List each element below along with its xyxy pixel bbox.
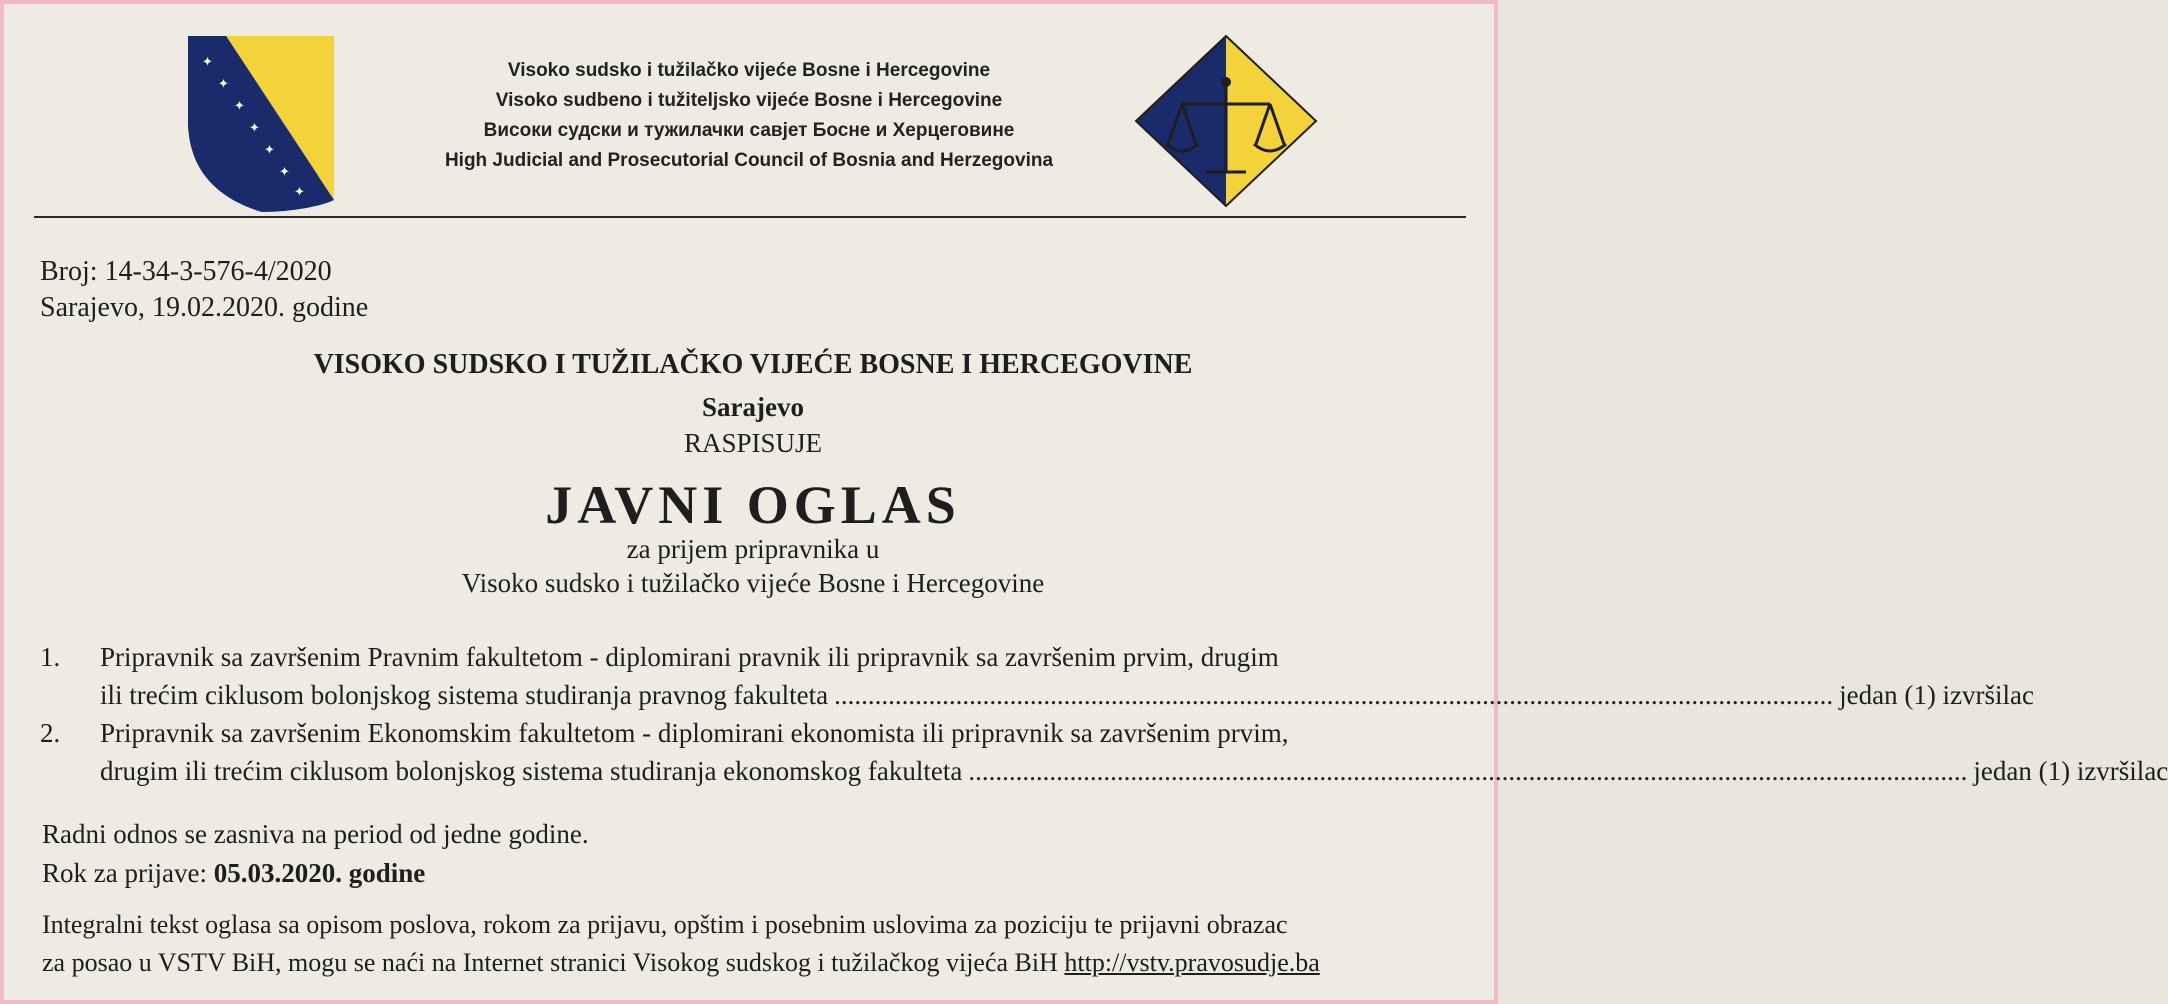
council-name-bs: Visoko sudsko i tužilačko vijeće Bosne i Hercegovine	[507, 60, 991, 81]
dot-leader	[834, 676, 1833, 714]
svg-text:✦: ✦	[249, 120, 260, 135]
council-name-hr: Visoko sudbeno i tužiteljsko vijeće Bosne i Hercegovine	[495, 90, 1003, 111]
reference-block	[40, 254, 368, 326]
svg-text:✦: ✦	[202, 54, 213, 69]
dot-leader	[968, 752, 1967, 790]
position-description-line1: Pripravnik sa završenim Pravnim fakultetom - diplomirani pravnik ili pripravnik sa završenim prvim, drugim	[100, 642, 1279, 672]
website-link[interactable]: http://vstv.pravosudje.ba	[1064, 948, 1320, 977]
position-description-line1: Pripravnik sa završenim Ekonomskim fakultetom - diplomirani ekonomista ili pripravnik sa završenim prvim,	[100, 718, 1289, 748]
coat-of-arms-icon	[182, 32, 340, 214]
announcement-verb: RASPISUJE	[683, 428, 823, 458]
position-description-line2: drugim ili trećim ciklusom bolonjskog sistema studiranja ekonomskog fakulteta	[100, 756, 963, 786]
scales-of-justice-icon	[1132, 32, 1320, 210]
position-description-line2: ili trećim ciklusom bolonjskog sistema studiranja pravnog fakulteta	[100, 680, 829, 710]
positions-list	[40, 638, 2168, 790]
council-name-sr: Високи судски и тужилачки савјет Босне и Херцеговине	[483, 120, 1015, 141]
institution-name: VISOKO SUDSKO I TUŽILAČKO VIJEĆE BOSNE I HERCEGOVINE	[313, 349, 1193, 380]
svg-text:✦: ✦	[279, 164, 290, 179]
position-number: 1.	[40, 642, 61, 672]
employment-duration: Radni odnos se zasniva na period od jedne godine.	[42, 819, 589, 849]
svg-text:✦: ✦	[234, 98, 245, 113]
info-paragraph	[42, 906, 1462, 982]
council-names	[399, 56, 1099, 176]
position-number: 2.	[40, 718, 61, 748]
institution-city: Sarajevo	[702, 392, 804, 422]
announcement-subtitle-1: za prijem pripravnika u	[626, 534, 880, 564]
reference-place-date: Sarajevo, 19.02.2020. godine	[40, 292, 369, 323]
reference-number: Broj: 14-34-3-576-4/2020	[40, 256, 332, 287]
header-divider	[34, 216, 1466, 218]
council-name-en: High Judicial and Prosecutorial Council of Bosnia and Herzegovina	[444, 150, 1054, 171]
svg-text:✦: ✦	[294, 184, 305, 199]
position-count: jedan (1) izvršilac	[1973, 756, 2168, 786]
info-line-1: Integralni tekst oglasa sa opisom poslova, rokom za prijavu, opštim i posebnim uslovima za poziciju te prijavni obrazac	[42, 910, 1288, 939]
position-item	[40, 714, 2168, 790]
deadline-date: 05.03.2020. godine	[213, 858, 426, 888]
deadline-label: Rok za prijave:	[42, 858, 214, 888]
application-deadline	[42, 858, 425, 889]
position-count: jedan (1) izvršilac	[1839, 680, 2035, 710]
svg-text:✦: ✦	[264, 142, 275, 157]
info-line-2: za posao u VSTV BiH, mogu se naći na Internet stranici Visokog sudskog i tužilačkog vijeća BiH	[42, 948, 1065, 977]
position-item	[40, 638, 2035, 714]
announcement-subtitle-2: Visoko sudsko i tužilačko vijeće Bosne i Hercegovine	[461, 568, 1045, 598]
announcement-title: JAVNI OGLAS	[545, 475, 961, 535]
svg-text:✦: ✦	[218, 76, 229, 91]
